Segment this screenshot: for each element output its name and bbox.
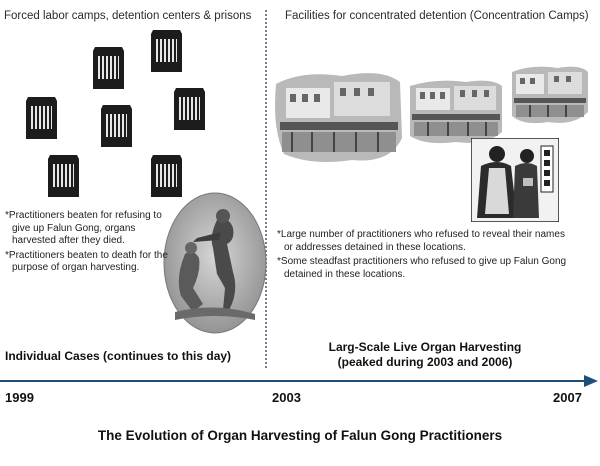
prison-cell-icon	[100, 105, 133, 147]
right-panel-header: Facilities for concentrated detention (Concentration Camps)	[285, 10, 589, 22]
diagram-title: The Evolution of Organ Harvesting of Falun Gong Practitioners	[97, 428, 503, 443]
phase-label-large-scale: Larg-Scale Live Organ Harvesting (peaked during 2003 and 2006)	[328, 340, 522, 369]
note-item: *Large number of practitioners who refused to reveal their names or addresses detained in these locations.	[277, 229, 565, 253]
figures-illustration	[471, 138, 559, 222]
left-panel-header: Forced labor camps, detention centers & prisons	[4, 10, 252, 22]
left-notes	[5, 210, 177, 277]
prison-cell-icon	[150, 30, 183, 72]
prison-cell-icon	[92, 47, 125, 89]
timeline-arrow	[0, 374, 600, 388]
phase-label-individual: Individual Cases (continues to this day)	[5, 349, 232, 363]
note-item: *Some steadfast practitioners who refused to give up Falun Gong detained in these locations.	[277, 256, 567, 280]
right-notes	[277, 229, 567, 283]
note-item: *Practitioners beaten for refusing to give up Falun Gong, organs harvested after they died.	[5, 210, 162, 247]
year-label-2003: 2003	[272, 390, 301, 405]
prison-cell-icon	[150, 155, 183, 197]
prison-cell-icon	[47, 155, 80, 197]
camp-photo	[272, 68, 404, 168]
camp-photo	[508, 62, 590, 128]
prison-cell-icon	[173, 88, 206, 130]
prison-cell-icon	[25, 97, 58, 139]
torture-illustration	[163, 192, 267, 334]
note-item: *Practitioners beaten to death for the purpose of organ harvesting.	[5, 249, 168, 274]
year-label-1999: 1999	[5, 390, 34, 405]
year-label-2007: 2007	[553, 390, 582, 405]
